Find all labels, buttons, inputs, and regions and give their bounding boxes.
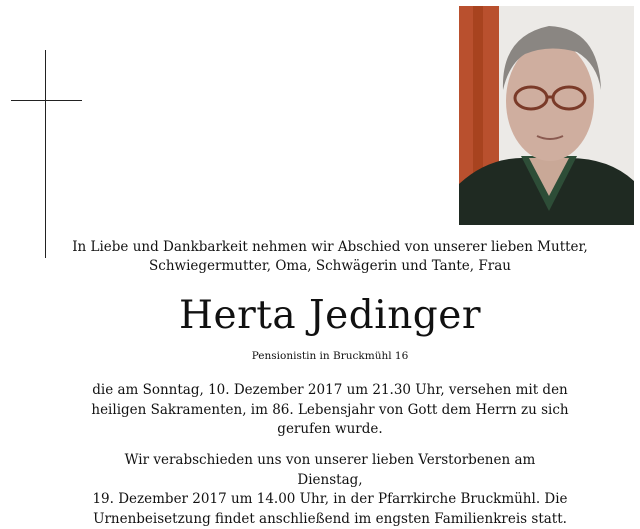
cross-horizontal-bar bbox=[11, 100, 82, 101]
farewell-paragraph bbox=[90, 451, 570, 529]
deceased-name: Herta Jedinger bbox=[60, 290, 600, 342]
paragraph-line: die am Sonntag, 10. Dezember 2017 um 21.30 Uhr, versehen mit den bbox=[90, 381, 570, 401]
occupation-line: Pensionistin in Bruckmühl 16 bbox=[60, 349, 600, 363]
intro-line: In Liebe und Dankbarkeit nehmen wir Abschied von unserer lieben Mutter, bbox=[60, 238, 600, 257]
death-notice-paragraph bbox=[90, 381, 570, 440]
intro-line: Schwiegermutter, Oma, Schwägerin und Tante, Frau bbox=[60, 257, 600, 276]
portrait-illustration bbox=[459, 6, 634, 225]
portrait-photo bbox=[459, 6, 634, 225]
intro-text bbox=[60, 238, 600, 276]
paragraph-line: Urnenbeisetzung findet anschließend im engsten Familienkreis statt. bbox=[90, 510, 570, 529]
paragraph-line: gerufen wurde. bbox=[90, 420, 570, 440]
paragraph-line: 19. Dezember 2017 um 14.00 Uhr, in der Pfarrkirche Bruckmühl. Die bbox=[90, 490, 570, 510]
paragraph-line: heiligen Sakramenten, im 86. Lebensjahr von Gott dem Herrn zu sich bbox=[90, 401, 570, 421]
cross-vertical-bar bbox=[45, 50, 46, 258]
paragraph-line: Wir verabschieden uns von unserer lieben Verstorbenen am Dienstag, bbox=[90, 451, 570, 490]
